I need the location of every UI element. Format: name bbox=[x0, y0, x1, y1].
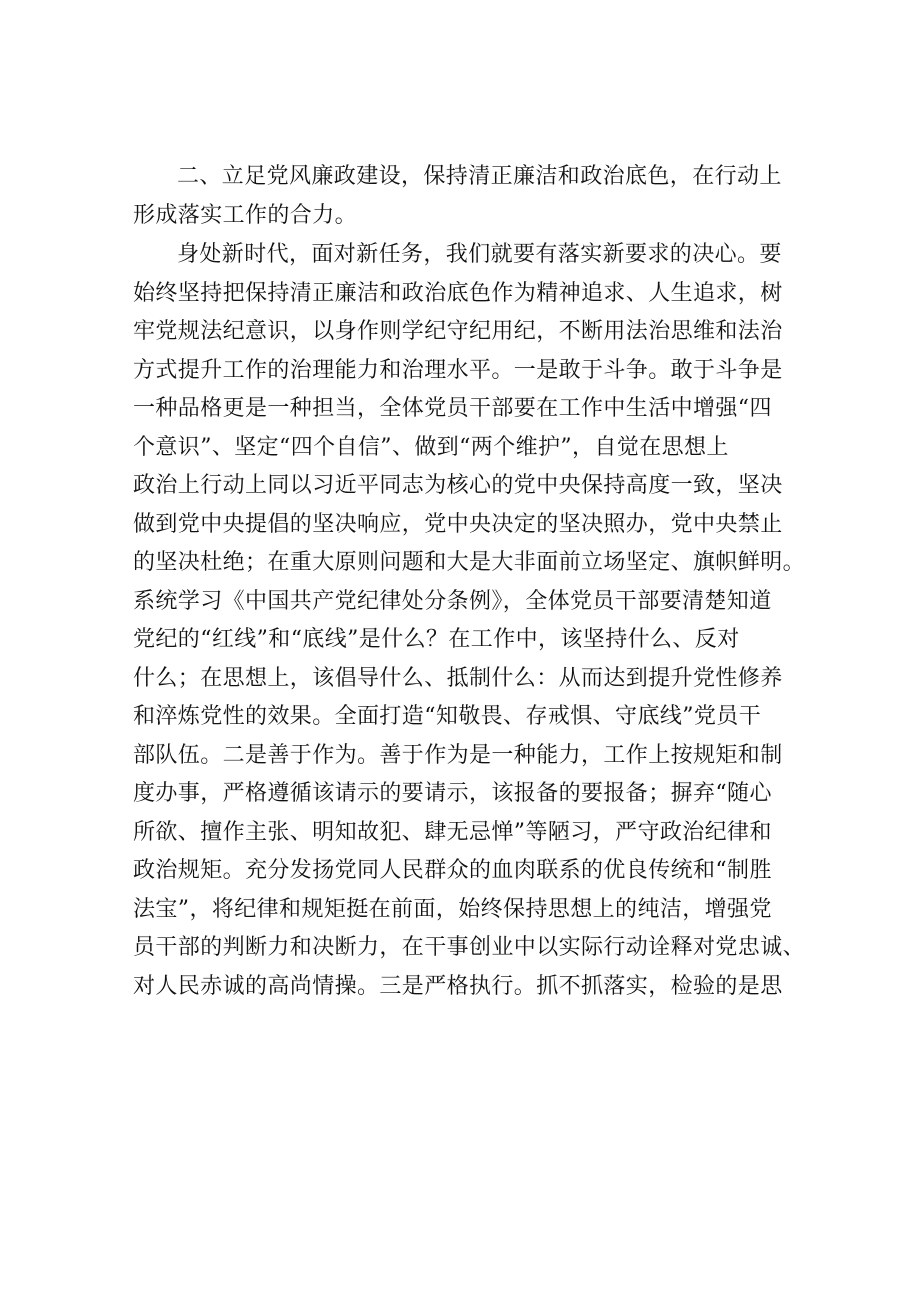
body-line: 部队伍。二是善于作为。善于作为是一种能力，工作上按规矩和制 bbox=[133, 742, 783, 768]
body-line: 党纪的“红线”和“底线”是什么？在工作中，该坚持什么、反对 bbox=[133, 627, 740, 652]
body-line: 系统学习《中国共产党纪律处分条例》，全体党员干部要清楚知道 bbox=[133, 588, 772, 614]
section-heading bbox=[133, 158, 797, 235]
body-line: 对人民赤诚的高尚情操。三是严格执行。抓不抓落实，检验的是思 bbox=[133, 973, 783, 999]
body-line: 的坚决杜绝；在重大原则问题和大是大非面前立场坚定、旗帜鲜明。 bbox=[133, 550, 806, 575]
body-line: 和淬炼党性的效果。全面打造“知敬畏、存戒惧、守底线”党员干 bbox=[133, 704, 762, 729]
body-line: 方式提升工作的治理能力和治理水平。一是敢于斗争。敢于斗争是 bbox=[133, 357, 783, 383]
body-line: 身处新时代，面对新任务，我们就要有落实新要求的决心。要 bbox=[177, 242, 782, 267]
body-line: 所欲、擅作主张、明知故犯、肆无忌惮”等陋习，严守政治纪律和 bbox=[133, 819, 772, 845]
heading-line: 形成落实工作的合力。 bbox=[133, 202, 358, 228]
body-line: 政治规矩。充分发扬党同人民群众的血肉联系的优良传统和“制胜 bbox=[133, 858, 772, 883]
body-line: 度办事，严格遵循该请示的要请示，该报备的要报备；摒弃“随心 bbox=[133, 781, 772, 806]
body-line: 法宝”，将纪律和规矩挺在前面，始终保持思想上的纯洁，增强党 bbox=[133, 896, 772, 922]
body-line: 政治上行动上同以习近平同志为核心的党中央保持高度一致，坚决 bbox=[133, 473, 783, 498]
body-line: 牢党规法纪意识，以身作则学纪守纪用纪，不断用法治思维和法治 bbox=[133, 319, 783, 344]
body-line: 什么；在思想上，该倡导什么、抵制什么：从而达到提升党性修养 bbox=[133, 665, 783, 691]
body-line: 员干部的判断力和决断力，在干事创业中以实际行动诠释对党忠诚、 bbox=[133, 935, 806, 960]
body-line: 做到党中央提倡的坚决响应，党中央决定的坚决照办，党中央禁止 bbox=[133, 511, 783, 537]
heading-line: 二、立足党风廉政建设，保持清正廉洁和政治底色，在行动上 bbox=[177, 164, 782, 189]
body-line: 个意识”、坚定“四个自信”、做到“两个维护”，自觉在思想上 bbox=[133, 434, 729, 460]
body-line: 始终坚持把保持清正廉洁和政治底色作为精神追求、人生追求，树 bbox=[133, 280, 783, 306]
body-paragraph bbox=[133, 236, 806, 1006]
body-line: 一种品格更是一种担当，全体党员干部要在工作中生活中增强“四 bbox=[133, 396, 772, 421]
